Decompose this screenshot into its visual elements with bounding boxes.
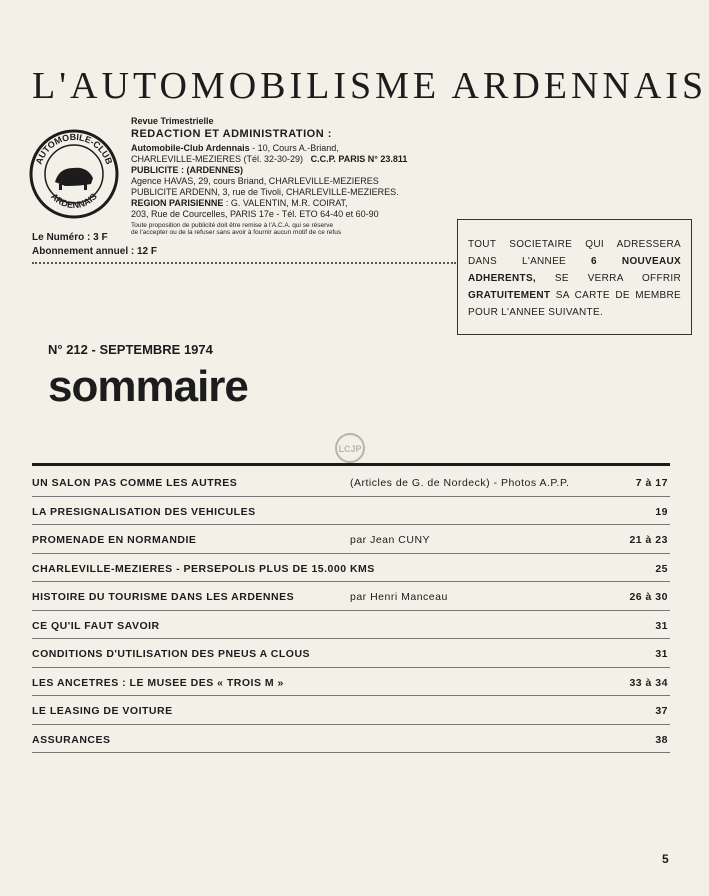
toc-row[interactable]	[32, 554, 670, 583]
toc-title: LE LEASING DE VOITURE	[32, 705, 173, 717]
havas-agency: Agence HAVAS, 29, cours Briand, CHARLEVILLE-MEZIERES	[131, 176, 379, 186]
page-number: 5	[662, 852, 669, 866]
toc-author: par Henri Manceau	[350, 591, 448, 603]
publicite-heading: PUBLICITE : (ARDENNES)	[131, 165, 243, 175]
magazine-title: L'AUTOMOBILISME ARDENNAIS	[32, 65, 708, 107]
toc-author: par Jean CUNY	[350, 534, 431, 546]
subtitle: Revue Trimestrielle	[131, 116, 214, 126]
toc-row[interactable]	[32, 696, 670, 725]
table-of-contents	[32, 468, 670, 753]
club-name: Automobile-Club Ardennais	[131, 143, 250, 153]
toc-pages: 33 à 34	[629, 676, 668, 689]
toc-title: HISTOIRE DU TOURISME DANS LES ARDENNES	[32, 591, 295, 603]
notice-text-3: SA CARTE DE MEMBRE POUR L'ANNEE SUIVANTE.	[468, 290, 681, 318]
toc-pages: 37	[655, 705, 668, 717]
library-stamp	[330, 430, 370, 466]
region-contacts: : G. VALENTIN, M.R. COIRAT,	[223, 198, 348, 208]
toc-pages: 21 à 23	[629, 534, 668, 546]
membership-notice	[457, 219, 692, 335]
redaction-heading: REDACTION ET ADMINISTRATION :	[131, 128, 332, 140]
toc-pages: 31	[655, 648, 668, 660]
stamp-text: LCJP	[338, 444, 362, 454]
toc-pages: 7 à 17	[635, 477, 668, 489]
notice-text-1: TOUT SOCIETAIRE QUI ADRESSERA DANS L'ANNEE	[468, 239, 681, 267]
toc-title: CONDITIONS D'UTILISATION DES PNEUS A CLOUS	[32, 648, 311, 660]
toc-row[interactable]	[32, 611, 670, 640]
toc-title: CE QU'IL FAUT SAVOIR	[32, 619, 160, 632]
toc-pages: 31	[655, 619, 668, 632]
masthead-info	[131, 116, 449, 236]
notice-text-2: SE VERRA OFFRIR	[536, 273, 681, 284]
ad-note-2: de l'accepter ou de la refuser sans avoir à fournir aucun motif de ce refus	[131, 229, 342, 236]
toc-title: PROMENADE EN NORMANDIE	[32, 534, 197, 546]
sommaire-heading: sommaire	[48, 362, 248, 411]
issue-number: N° 212 - SEPTEMBRE 1974	[48, 342, 213, 357]
notice-bold-1: 6 NOUVEAUX ADHERENTS,	[468, 256, 681, 284]
courcelles-address: 203, Rue de Courcelles, PARIS 17e - Tél. ETO 64-40 et 60-90	[131, 209, 379, 219]
ccp-account: C.C.P. PARIS N° 23.811	[310, 154, 408, 164]
toc-title: UN SALON PAS COMME LES AUTRES	[32, 477, 238, 489]
toc-row[interactable]	[32, 497, 670, 526]
ad-note-1: Toute proposition de publicité doit être remise à l'A.C.A. qui se réserve	[131, 222, 334, 229]
region-label: REGION PARISIENNE	[131, 198, 224, 208]
club-address: - 10, Cours A.-Briand,	[249, 143, 339, 153]
toc-row[interactable]	[32, 639, 670, 668]
toc-pages: 19	[655, 505, 668, 518]
toc-top-rule	[32, 463, 670, 466]
toc-row[interactable]	[32, 725, 670, 754]
toc-pages: 25	[655, 562, 668, 575]
price-per-issue: Le Numéro : 3 F	[32, 232, 108, 243]
emblem-text-bottom: ARDENNAIS	[49, 191, 99, 211]
toc-title: LA PRESIGNALISATION DES VEHICULES	[32, 505, 256, 518]
toc-row[interactable]	[32, 525, 670, 554]
notice-bold-2: GRATUITEMENT	[468, 290, 551, 301]
dotted-divider	[32, 262, 456, 264]
club-emblem	[28, 128, 120, 220]
toc-title: LES ANCETRES : LE MUSEE DES « TROIS M »	[32, 676, 284, 689]
club-city-tel: CHARLEVILLE-MEZIERES (Tél. 32-30-29)	[131, 154, 304, 164]
ardenn-agency: PUBLICITE ARDENN, 3, rue de Tivoli, CHARLEVILLE-MEZIERES.	[131, 187, 399, 197]
emblem-text-top: AUTOMOBILE-CLUB	[33, 131, 115, 166]
toc-pages: 26 à 30	[629, 591, 668, 603]
toc-pages: 38	[655, 733, 668, 746]
toc-author: (Articles de G. de Nordeck) - Photos A.P.P.	[350, 477, 570, 489]
toc-row[interactable]	[32, 468, 670, 497]
toc-title: CHARLEVILLE-MEZIERES - PERSEPOLIS PLUS DE 15.000 KMS	[32, 562, 375, 575]
toc-title: ASSURANCES	[32, 733, 111, 746]
toc-row[interactable]	[32, 582, 670, 611]
annual-subscription: Abonnement annuel : 12 F	[32, 246, 158, 257]
toc-row[interactable]	[32, 668, 670, 697]
